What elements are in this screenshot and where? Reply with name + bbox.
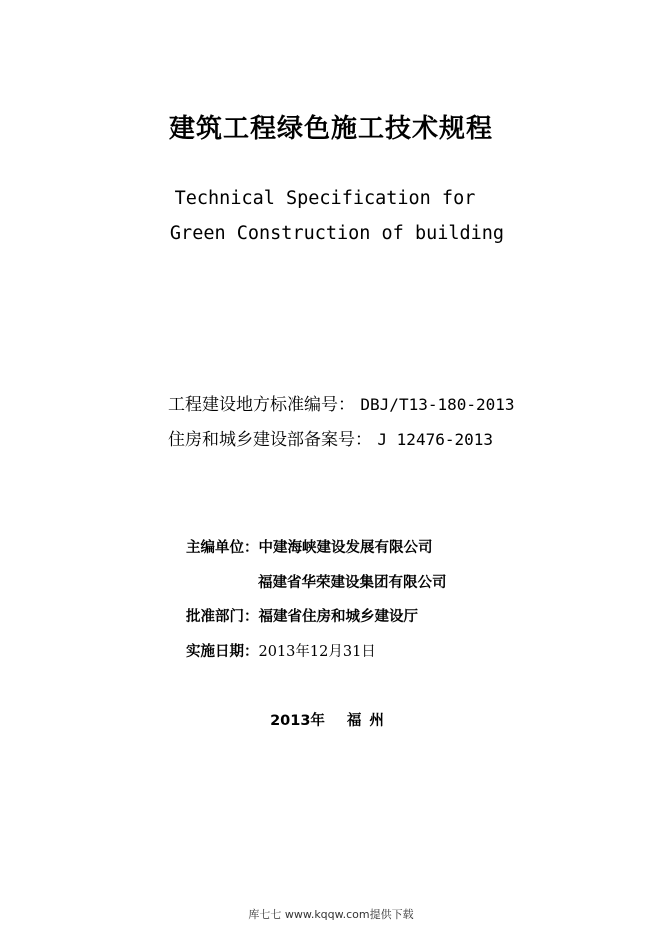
effective-date-line	[186, 640, 376, 661]
chief-editor-org-2: 福建省华荣建设集团有限公司	[258, 575, 447, 591]
standard-number-line	[168, 390, 515, 415]
download-footer: 库七七 www.kqqw.com提供下载	[248, 908, 414, 921]
record-number-label: 住房和城乡建设部备案号：	[168, 430, 372, 450]
chief-editor-org-2-line	[258, 571, 447, 592]
document-title-english-line1: Technical Specification for	[174, 188, 476, 209]
approval-label: 批准部门：	[186, 609, 259, 625]
document-title-chinese: 建筑工程绿色施工技术规程	[168, 114, 493, 144]
chief-editor-label: 主编单位：	[186, 540, 259, 556]
effective-date-value: 2013年12月31日	[258, 644, 376, 660]
chief-editor-line	[186, 536, 433, 557]
effective-date-label: 实施日期：	[186, 644, 259, 660]
record-number-line	[168, 425, 493, 450]
chief-editor-org-1: 中建海峡建设发展有限公司	[258, 540, 433, 556]
record-number-value: J 12476-2013	[377, 430, 493, 449]
publication-year: 2013年	[270, 713, 325, 729]
standard-number-label: 工程建设地方标准编号：	[168, 395, 355, 415]
document-title-english-line2: Green Construction of building	[169, 223, 505, 244]
standard-number-value: DBJ/T13-180-2013	[360, 395, 515, 414]
publication-place	[0, 709, 662, 730]
approval-line	[186, 605, 418, 626]
approval-value: 福建省住房和城乡建设厅	[258, 609, 418, 625]
publication-city: 福州	[346, 713, 392, 729]
